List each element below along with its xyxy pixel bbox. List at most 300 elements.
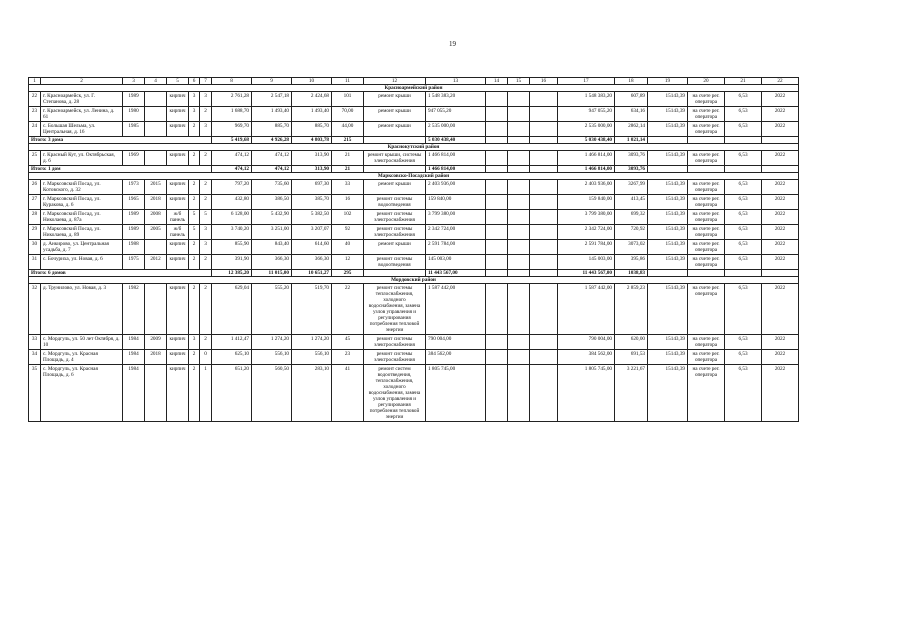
cell-area_liv: 1 493,40 xyxy=(292,107,332,122)
cell-c15 xyxy=(508,107,530,122)
cell-entr: 2 xyxy=(200,284,212,335)
cell-area_res: 386,50 xyxy=(252,195,292,210)
cell-area_res: 885,70 xyxy=(252,122,292,137)
table-row xyxy=(29,195,799,210)
total-empty xyxy=(508,270,530,277)
cell-address: г. Марксовский Посад, ул. Николаева, д. 87а xyxy=(41,210,123,225)
cell-c14 xyxy=(486,107,508,122)
cell-n: 30 xyxy=(29,240,41,255)
cell-entr: 2 xyxy=(200,107,212,122)
cell-address: д. Анкирово, ул. Центральная усадьба, д. 7 xyxy=(41,240,123,255)
cell-area_liv: 283,10 xyxy=(292,365,332,422)
column-number: 17 xyxy=(558,78,615,85)
cell-c16 xyxy=(530,255,558,270)
cell-area_liv: 697,30 xyxy=(292,180,332,195)
total-cost: 1 466 814,00 xyxy=(426,166,486,173)
section-title-row xyxy=(29,277,799,284)
cell-recon: 2015 xyxy=(145,180,167,195)
cell-year: 1982 xyxy=(123,284,145,335)
column-number: 22 xyxy=(762,78,799,85)
cell-unit_cost: 2 859,23 xyxy=(615,284,648,335)
cell-c16 xyxy=(530,122,558,137)
cell-year_plan: 2022 xyxy=(762,151,799,166)
cell-floors: 2 xyxy=(189,350,200,365)
column-number: 8 xyxy=(212,78,252,85)
cell-cost2: 1 548 383,20 xyxy=(558,92,615,107)
total-empty xyxy=(762,166,799,173)
cell-entr: 3 xyxy=(200,225,212,240)
total-area-res: 11 015,00 xyxy=(252,270,292,277)
cell-entr: 2 xyxy=(200,335,212,350)
column-number: 14 xyxy=(486,78,508,85)
cell-max_cost: 15143,39 xyxy=(648,122,688,137)
total-area-liv: 4 803,78 xyxy=(292,137,332,144)
cell-c14 xyxy=(486,180,508,195)
cell-work: ремонт крыши xyxy=(364,240,426,255)
cell-unit_cost: 691,53 xyxy=(615,350,648,365)
cell-wall: ж/б панель xyxy=(167,210,189,225)
cell-c16 xyxy=(530,92,558,107)
total-row xyxy=(29,137,799,144)
total-empty xyxy=(530,137,558,144)
cell-people: 40 xyxy=(332,240,364,255)
cell-area_res: 560,50 xyxy=(252,365,292,422)
cell-n: 26 xyxy=(29,180,41,195)
cell-unit_cost: 699,32 xyxy=(615,210,648,225)
cell-max_cost: 15143,39 xyxy=(648,107,688,122)
cell-people: 21 xyxy=(332,151,364,166)
cell-n: 32 xyxy=(29,284,41,335)
cell-c16 xyxy=(530,195,558,210)
header-row xyxy=(29,78,799,85)
column-number: 2 xyxy=(41,78,123,85)
total-empty xyxy=(364,137,426,144)
cell-fee: 6,53 xyxy=(725,210,762,225)
total-unit-cost: 3093,76 xyxy=(615,166,648,173)
cell-area_res: 555,20 xyxy=(252,284,292,335)
cell-c15 xyxy=(508,284,530,335)
cell-year: 1975 xyxy=(123,255,145,270)
cell-c15 xyxy=(508,180,530,195)
total-cost2: 5 030 438,40 xyxy=(558,137,615,144)
total-cost2: 1 466 814,00 xyxy=(558,166,615,173)
cell-people: 12 xyxy=(332,255,364,270)
column-number: 12 xyxy=(364,78,426,85)
cell-recon: 2018 xyxy=(145,350,167,365)
total-area-res: 4 926,28 xyxy=(252,137,292,144)
total-people: 21 xyxy=(332,166,364,173)
table-row xyxy=(29,122,799,137)
cell-cost: 1 466 814,00 xyxy=(426,151,486,166)
cell-address: г. Марксовский Посад, ул. Котовского, д. 32 xyxy=(41,180,123,195)
table-row xyxy=(29,284,799,335)
cell-recon xyxy=(145,240,167,255)
cell-c16 xyxy=(530,180,558,195)
table-row xyxy=(29,180,799,195)
cell-cost2: 3 799 380,00 xyxy=(558,210,615,225)
cell-cost: 159 840,00 xyxy=(426,195,486,210)
cell-unit_cost: 2862,14 xyxy=(615,122,648,137)
table-row xyxy=(29,240,799,255)
table-row xyxy=(29,365,799,422)
cell-area_res: 474,12 xyxy=(252,151,292,166)
cell-fee: 6,53 xyxy=(725,195,762,210)
cell-year_plan: 2022 xyxy=(762,195,799,210)
cell-floors: 2 xyxy=(189,240,200,255)
cell-floors: 3 xyxy=(189,335,200,350)
total-area-total: 5 419,68 xyxy=(212,137,252,144)
table-row xyxy=(29,350,799,365)
cell-fee: 6,53 xyxy=(725,284,762,335)
cell-year_plan: 2022 xyxy=(762,335,799,350)
cell-cost2: 1 805 745,00 xyxy=(558,365,615,422)
cell-address: с. Мордгуль, ул. 50 лет Октября, д. 10 xyxy=(41,335,123,350)
cell-c14 xyxy=(486,350,508,365)
column-number: 13 xyxy=(426,78,486,85)
total-empty xyxy=(725,270,762,277)
cell-cost2: 159 840,00 xyxy=(558,195,615,210)
column-number: 5 xyxy=(167,78,189,85)
cell-year_plan: 2022 xyxy=(762,255,799,270)
total-unit-cost: 1038,83 xyxy=(615,270,648,277)
cell-max_cost: 15143,39 xyxy=(648,225,688,240)
cell-wall: кирпич xyxy=(167,335,189,350)
cell-c14 xyxy=(486,122,508,137)
column-number: 1 xyxy=(29,78,41,85)
cell-area_total: 1 412,47 xyxy=(212,335,252,350)
cell-area_res: 735,60 xyxy=(252,180,292,195)
cell-floors: 2 xyxy=(189,365,200,422)
cell-area_liv: 366,30 xyxy=(292,255,332,270)
cell-c15 xyxy=(508,195,530,210)
column-number: 15 xyxy=(508,78,530,85)
cell-work: ремонт крыши, системы электроснабжения xyxy=(364,151,426,166)
cell-address: д. Трунилово, ул. Новая, д. 3 xyxy=(41,284,123,335)
total-area-liv: 10 651,27 xyxy=(292,270,332,277)
cell-cost: 145 003,00 xyxy=(426,255,486,270)
cell-work: ремонт системы водоотведения xyxy=(364,195,426,210)
column-number: 7 xyxy=(200,78,212,85)
cell-floors: 3 xyxy=(189,107,200,122)
cell-area_total: 1 688,70 xyxy=(212,107,252,122)
cell-year: 1969 xyxy=(123,151,145,166)
cell-address: г. Красноармейск, ул. Ленина, д. 61 xyxy=(41,107,123,122)
cell-unit_cost: 413,45 xyxy=(615,195,648,210)
cell-area_liv: 385,70 xyxy=(292,195,332,210)
cell-max_cost: 15143,39 xyxy=(648,210,688,225)
cell-max_cost: 15143,39 xyxy=(648,255,688,270)
cell-year: 1985 xyxy=(123,122,145,137)
cell-c14 xyxy=(486,284,508,335)
cell-c16 xyxy=(530,284,558,335)
cell-people: 16 xyxy=(332,195,364,210)
cell-work: ремонт системы электроснабжения xyxy=(364,225,426,240)
column-number: 6 xyxy=(189,78,200,85)
cell-wall: кирпич xyxy=(167,284,189,335)
table-body xyxy=(29,78,799,422)
cell-unit_cost: 3 221,67 xyxy=(615,365,648,422)
total-cost: 11 443 567,00 xyxy=(426,270,486,277)
cell-people: 92 xyxy=(332,225,364,240)
total-empty xyxy=(530,166,558,173)
total-area-total: 474,12 xyxy=(212,166,252,173)
cell-entr: 1 xyxy=(200,365,212,422)
cell-c14 xyxy=(486,210,508,225)
cell-people: 45 xyxy=(332,335,364,350)
cell-area_total: 391,90 xyxy=(212,255,252,270)
cell-wall: кирпич xyxy=(167,151,189,166)
total-cost2: 11 443 567,00 xyxy=(558,270,615,277)
cell-year_plan: 2022 xyxy=(762,107,799,122)
section-title-row xyxy=(29,173,799,180)
cell-n: 29 xyxy=(29,225,41,240)
total-empty xyxy=(725,166,762,173)
cell-c16 xyxy=(530,210,558,225)
total-empty xyxy=(762,270,799,277)
cell-method: на счете рег. оператора xyxy=(688,365,725,422)
cell-fee: 6,53 xyxy=(725,122,762,137)
total-empty xyxy=(648,166,688,173)
cell-fee: 6,53 xyxy=(725,180,762,195)
cell-unit_cost: 634,16 xyxy=(615,107,648,122)
cell-fee: 6,53 xyxy=(725,151,762,166)
cell-max_cost: 15143,39 xyxy=(648,335,688,350)
cell-year_plan: 2022 xyxy=(762,240,799,255)
total-label: Итого: 3 дома xyxy=(29,137,212,144)
cell-c14 xyxy=(486,365,508,422)
cell-n: 25 xyxy=(29,151,41,166)
cell-work: ремонт крыши xyxy=(364,92,426,107)
cell-cost: 2 591 784,00 xyxy=(426,240,486,255)
cell-method: на счете рег. оператора xyxy=(688,195,725,210)
cell-c14 xyxy=(486,335,508,350)
cell-people: 22 xyxy=(332,284,364,335)
cell-method: на счете рег. оператора xyxy=(688,151,725,166)
cell-cost: 384 562,00 xyxy=(426,350,486,365)
cell-c16 xyxy=(530,240,558,255)
cell-wall: кирпич xyxy=(167,122,189,137)
cell-c14 xyxy=(486,151,508,166)
cell-method: на счете рег. оператора xyxy=(688,350,725,365)
table-row xyxy=(29,255,799,270)
total-cost: 5 030 438,40 xyxy=(426,137,486,144)
cell-wall: кирпич xyxy=(167,365,189,422)
cell-cost: 947 055,20 xyxy=(426,107,486,122)
cell-work: ремонт крыши xyxy=(364,107,426,122)
cell-address: г. Красный Кут, ул. Октябрьская, д. 6 xyxy=(41,151,123,166)
cell-year: 1984 xyxy=(123,335,145,350)
cell-year_plan: 2022 xyxy=(762,284,799,335)
cell-area_liv: 2 424,68 xyxy=(292,92,332,107)
cell-cost2: 790 004,00 xyxy=(558,335,615,350)
cell-work: ремонт системы водоотведения xyxy=(364,255,426,270)
cell-people: 70,00 xyxy=(332,107,364,122)
cell-wall: кирпич xyxy=(167,255,189,270)
cell-entr: 3 xyxy=(200,122,212,137)
cell-floors: 5 xyxy=(189,210,200,225)
total-empty xyxy=(762,137,799,144)
total-people: 295 xyxy=(332,270,364,277)
cell-area_liv: 519,70 xyxy=(292,284,332,335)
cell-n: 33 xyxy=(29,335,41,350)
cell-fee: 6,53 xyxy=(725,225,762,240)
section-title: Краснокутский район xyxy=(29,144,799,151)
column-number: 9 xyxy=(252,78,292,85)
cell-c14 xyxy=(486,225,508,240)
cell-year_plan: 2022 xyxy=(762,350,799,365)
cell-area_liv: 3 207,07 xyxy=(292,225,332,240)
column-number: 10 xyxy=(292,78,332,85)
cell-unit_cost: 3093,76 xyxy=(615,151,648,166)
total-empty xyxy=(648,137,688,144)
cell-c14 xyxy=(486,255,508,270)
total-empty xyxy=(688,166,725,173)
cell-cost: 1 805 745,00 xyxy=(426,365,486,422)
cell-method: на счете рег. оператора xyxy=(688,180,725,195)
column-number: 18 xyxy=(615,78,648,85)
cell-area_liv: 614,60 xyxy=(292,240,332,255)
cell-floors: 5 xyxy=(189,225,200,240)
cell-floors: 2 xyxy=(189,151,200,166)
cell-area_res: 1 274,20 xyxy=(252,335,292,350)
cell-area_res: 2 547,18 xyxy=(252,92,292,107)
cell-area_liv: 556,10 xyxy=(292,350,332,365)
cell-area_total: 651,20 xyxy=(212,365,252,422)
table-row xyxy=(29,151,799,166)
cell-fee: 6,53 xyxy=(725,240,762,255)
table-row xyxy=(29,107,799,122)
cell-year: 1989 xyxy=(123,92,145,107)
total-empty xyxy=(508,166,530,173)
cell-c15 xyxy=(508,225,530,240)
section-title-row xyxy=(29,144,799,151)
cell-wall: кирпич xyxy=(167,180,189,195)
cell-year_plan: 2022 xyxy=(762,92,799,107)
cell-recon: 2012 xyxy=(145,255,167,270)
cell-max_cost: 15143,39 xyxy=(648,151,688,166)
cell-wall: кирпич xyxy=(167,107,189,122)
total-empty xyxy=(486,270,508,277)
cell-recon xyxy=(145,92,167,107)
cell-work: ремонт системы электроснабжения xyxy=(364,210,426,225)
cell-area_total: 969,70 xyxy=(212,122,252,137)
cell-work: ремонт системы электроснабжения xyxy=(364,350,426,365)
cell-area_res: 843,40 xyxy=(252,240,292,255)
cell-area_total: 474,12 xyxy=(212,151,252,166)
total-area-total: 12 385,20 xyxy=(212,270,252,277)
cell-area_res: 3 251,00 xyxy=(252,225,292,240)
cell-unit_cost: 720,92 xyxy=(615,225,648,240)
cell-c16 xyxy=(530,225,558,240)
cell-fee: 6,53 xyxy=(725,365,762,422)
total-empty xyxy=(688,137,725,144)
column-number: 20 xyxy=(688,78,725,85)
cell-year: 1984 xyxy=(123,365,145,422)
cell-c16 xyxy=(530,350,558,365)
cell-year_plan: 2022 xyxy=(762,122,799,137)
cell-fee: 6,53 xyxy=(725,335,762,350)
cell-n: 35 xyxy=(29,365,41,422)
total-empty xyxy=(530,270,558,277)
total-area-res: 474,12 xyxy=(252,166,292,173)
cell-wall: кирпич xyxy=(167,92,189,107)
section-title: Мордовский район xyxy=(29,277,799,284)
cell-method: на счете рег. оператора xyxy=(688,107,725,122)
cell-cost: 2 342 724,00 xyxy=(426,225,486,240)
total-empty xyxy=(508,137,530,144)
cell-fee: 6,53 xyxy=(725,255,762,270)
cell-method: на счете рег. оператора xyxy=(688,92,725,107)
cell-people: 101 xyxy=(332,92,364,107)
cell-unit_cost: 620,00 xyxy=(615,335,648,350)
cell-wall: кирпич xyxy=(167,350,189,365)
cell-work: ремонт системы теплоснабжения, холодного водоснабжения, замена узлов управления и регулирования потребления тепловой энергии xyxy=(364,284,426,335)
total-empty xyxy=(688,270,725,277)
cell-unit_cost: 3073,02 xyxy=(615,240,648,255)
cell-people: 102 xyxy=(332,210,364,225)
cell-method: на счете рег. оператора xyxy=(688,210,725,225)
cell-entr: 5 xyxy=(200,210,212,225)
cell-entr: 2 xyxy=(200,180,212,195)
cell-area_total: 432,80 xyxy=(212,195,252,210)
total-row xyxy=(29,270,799,277)
cell-address: г. Марксовский Посад, ул. Николаева, д. 89 xyxy=(41,225,123,240)
cell-year: 1988 xyxy=(123,240,145,255)
cell-fee: 6,53 xyxy=(725,107,762,122)
cell-year_plan: 2022 xyxy=(762,365,799,422)
cell-work: ремонт систем водоотведения, теплоснабжения, холодного водоснабжения, замена узлов управления и регулирования потребления тепловой энергии xyxy=(364,365,426,422)
cell-n: 27 xyxy=(29,195,41,210)
section-title-row xyxy=(29,85,799,92)
cell-c15 xyxy=(508,335,530,350)
section-title: Красноармейский район xyxy=(29,85,799,92)
page-number: 19 xyxy=(449,40,456,48)
cell-c15 xyxy=(508,255,530,270)
cell-method: на счете рег. оператора xyxy=(688,335,725,350)
column-number: 16 xyxy=(530,78,558,85)
cell-area_total: 3 740,20 xyxy=(212,225,252,240)
section-title: Марксовско-Посадский район xyxy=(29,173,799,180)
cell-address: с. Большая Шельма, ул. Центральная, д. 16 xyxy=(41,122,123,137)
cell-cost2: 2 535 000,00 xyxy=(558,122,615,137)
cell-cost2: 2 591 784,00 xyxy=(558,240,615,255)
cell-address: с. Мордгуль, ул. Красная Площадь, д. 6 xyxy=(41,365,123,422)
cell-n: 34 xyxy=(29,350,41,365)
cell-entr: 3 xyxy=(200,240,212,255)
cell-c14 xyxy=(486,240,508,255)
cell-n: 31 xyxy=(29,255,41,270)
cell-unit_cost: 3267,99 xyxy=(615,180,648,195)
cell-people: 23 xyxy=(332,350,364,365)
cell-c16 xyxy=(530,335,558,350)
cell-cost2: 2 342 724,00 xyxy=(558,225,615,240)
cell-cost: 1 548 383,20 xyxy=(426,92,486,107)
cell-area_res: 556,10 xyxy=(252,350,292,365)
cell-people: 33 xyxy=(332,180,364,195)
cell-wall: кирпич xyxy=(167,240,189,255)
cell-c15 xyxy=(508,122,530,137)
cell-entr: 3 xyxy=(200,92,212,107)
total-label: Итого: 6 домов xyxy=(29,270,212,277)
cell-cost2: 947 055,20 xyxy=(558,107,615,122)
cell-floors: 2 xyxy=(189,284,200,335)
cell-recon: 2008 xyxy=(145,210,167,225)
column-number: 3 xyxy=(123,78,145,85)
cell-c15 xyxy=(508,365,530,422)
cell-method: на счете рег. оператора xyxy=(688,122,725,137)
cell-recon: 2005 xyxy=(145,225,167,240)
cell-year: 1984 xyxy=(123,350,145,365)
